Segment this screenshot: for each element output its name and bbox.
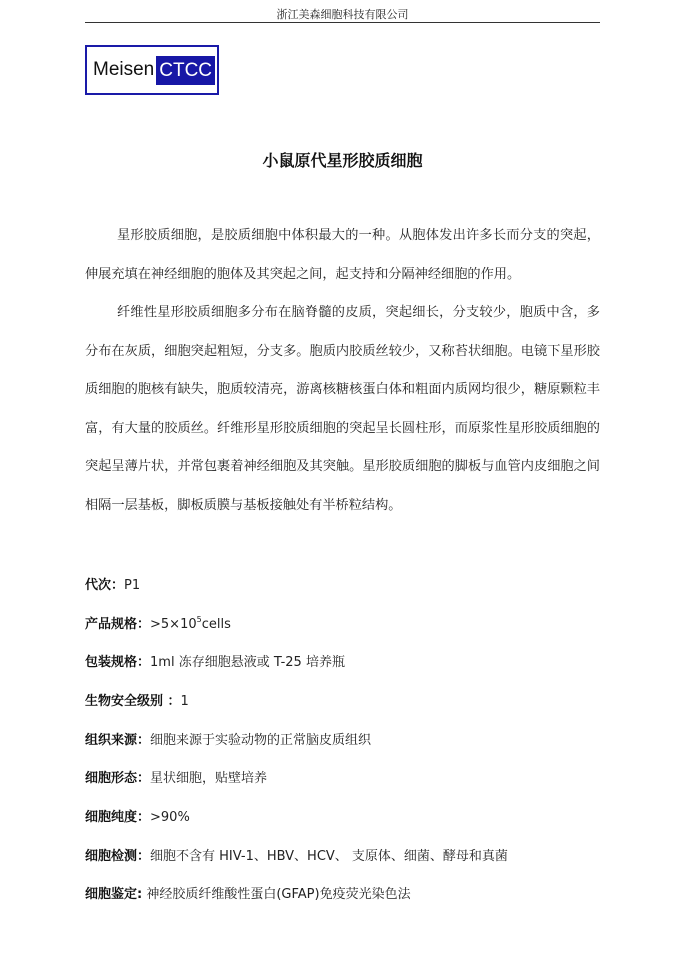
- field-source: [85, 729, 600, 748]
- intro-paragraph: 星形胶质细胞，是胶质细胞中体积最大的一种。从胞体发出许多长而分支的突起，伸展充填在神经细胞的胞体及其突起之间，起支持和分隔神经细胞的作用。: [85, 228, 600, 282]
- field-value: 神经胶质纤维酸性蛋白(GFAP)免疫荧光染色法: [142, 887, 411, 902]
- field-value-exponent: 5: [196, 615, 202, 624]
- field-value: 1: [180, 694, 189, 709]
- field-value: P1: [124, 578, 141, 593]
- field-detection: [85, 845, 600, 864]
- company-logo: [85, 45, 219, 95]
- field-value: 细胞不含有 HIV-1、HBV、HCV、 支原体、细菌、酵母和真菌: [150, 849, 508, 864]
- description-paragraph: 纤维性星形胶质细胞多分布在脑脊髓的皮质，突起细长，分支较少，胞质中含，多分布在灰质，细胞突起粗短，分支多。胞质内胶质丝较少，又称苔状细胞。电镜下星形胶质细胞的胞核有缺失，胞质较清亮，游离核糖核蛋白体和粗面内质网均很少，糖原颗粒丰富，有大量的胶质丝。纤维形星形胶质细胞的突起呈长圆柱形，而原浆性星形胶质细胞的突起呈薄片状，并常包裹着神经细胞及其突触。星形胶质细胞的脚板与血管内皮细胞之间相隔一层基板，脚板质膜与基板接触处有半桥粒结构。: [85, 305, 600, 513]
- field-label: 细胞检测：: [85, 849, 151, 864]
- document-title: 小鼠原代星形胶质细胞: [262, 151, 423, 170]
- field-label: 产品规格：: [85, 617, 151, 632]
- field-value: >90%: [150, 810, 190, 825]
- logo-text-ctcc: CTCC: [156, 56, 215, 85]
- field-identification: [85, 883, 600, 902]
- field-label: 包装规格：: [85, 655, 151, 670]
- field-label: 细胞纯度：: [85, 810, 151, 825]
- page-header: 浙江美森细胞科技有限公司: [276, 8, 409, 21]
- field-spec: [85, 613, 600, 632]
- field-biosafety: [85, 690, 600, 709]
- field-label: 生物安全级别 ：: [85, 694, 181, 709]
- logo-text-meisen: Meisen: [93, 59, 155, 80]
- header-divider: [85, 22, 600, 23]
- field-value: 细胞来源于实验动物的正常脑皮质组织: [150, 733, 372, 748]
- field-purity: [85, 806, 600, 825]
- field-value: >5×10: [150, 617, 197, 632]
- field-label: 细胞鉴定:: [85, 887, 143, 902]
- field-label: 细胞形态：: [85, 771, 151, 786]
- field-value-unit: cells: [201, 617, 231, 632]
- field-packaging: [85, 651, 600, 670]
- field-passage: [85, 574, 600, 593]
- field-value: 1ml 冻存细胞悬液或 T-25 培养瓶: [150, 655, 345, 670]
- field-label: 组织来源：: [85, 733, 151, 748]
- field-label: 代次：: [85, 578, 125, 593]
- field-morphology: [85, 767, 600, 786]
- field-value: 星状细胞，贴壁培养: [150, 771, 268, 786]
